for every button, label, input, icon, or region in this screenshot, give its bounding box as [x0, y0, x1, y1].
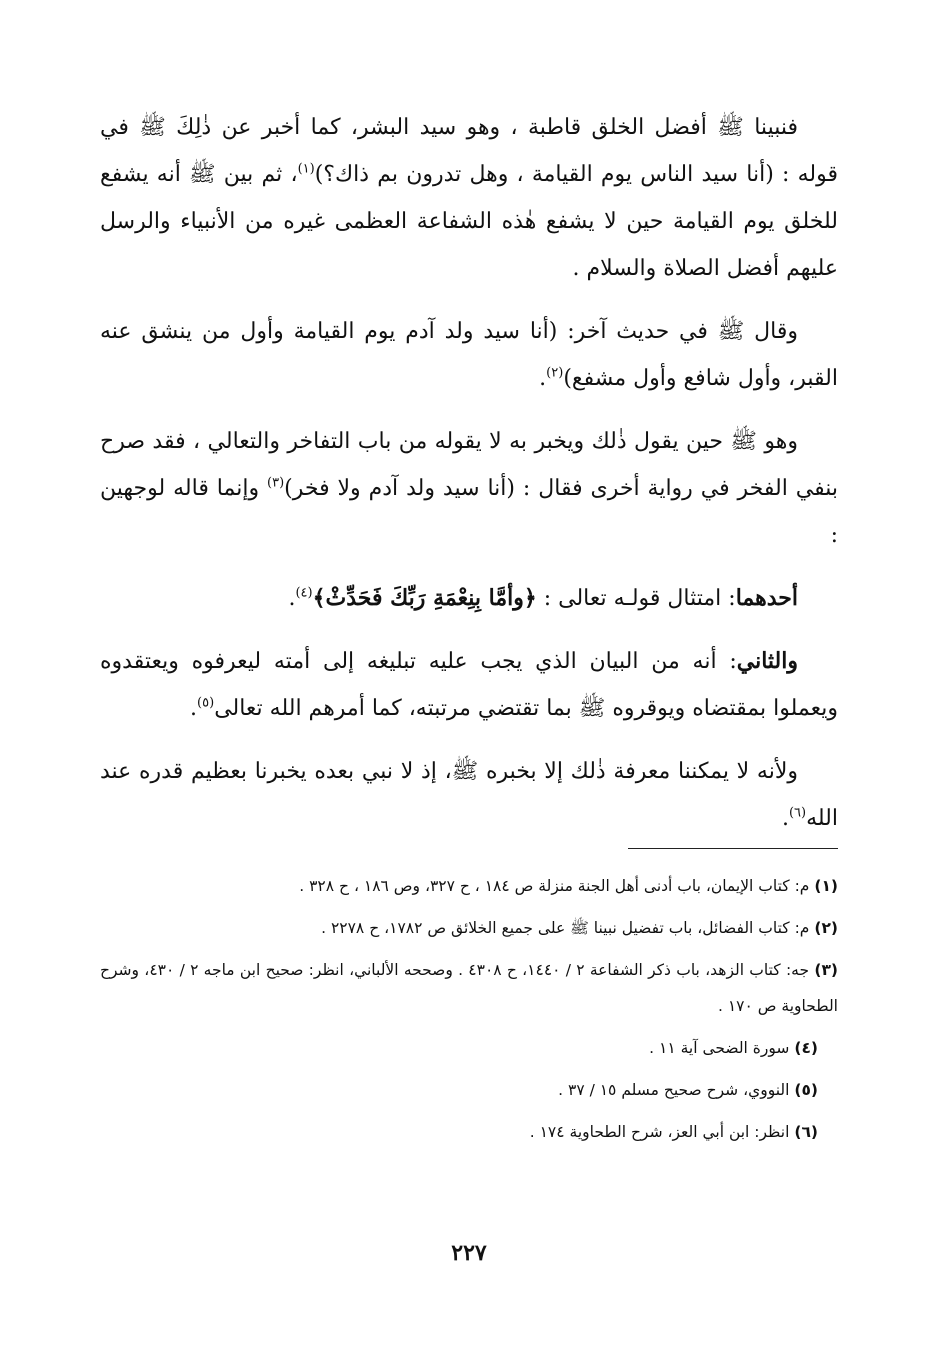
footnote-ref-3[interactable]: (٣) [267, 475, 285, 491]
point-two-label: والثاني [736, 648, 798, 674]
footnote-3: (٣) جه: كتاب الزهد، باب ذكر الشفاعة ٢ / ١٤٤٠، ح ٤٣٠٨ . وصححه الألباني، انظر: صحيح ابن ماجه ٢ / ٤٣٠، وشرح الطحاوية ص ١٧٠ . [100, 961, 838, 1015]
footnote-ref-6[interactable]: (٦) [788, 805, 807, 821]
paragraph-1: فنبينا ﷺ أفضل الخلق قاطبة ، وهو سيد البشر، كما أخبر عن ذٰلِكَ ﷺ في قوله : (أنا سيد الناس يوم القيامة ، وهل تدرون بم ذاك؟)$^{(١)}$، ثم بين ﷺ أنه يشفع للخلق يوم القيامة حين لا يشفع هٰذه الشفاعة العظمى غيره من الأنبياء والرسل عليهم أفضل الصلاة والسلام . [100, 115, 838, 281]
quran-verse: ﴿وأمَّا بِنِعْمَةِ رَبِّكَ فَحَدِّثْ﴾ [312, 585, 537, 611]
footnote-1: (١) م: كتاب الإيمان، باب أدنى أهل الجنة منزلة ص ١٨٤ ، ح ٣٢٧، وص ١٨٦ ، ح ٣٢٨ . [299, 877, 838, 895]
footnotes [100, 868, 838, 1156]
footnote-2: (٢) م: كتاب الفضائل، باب تفضيل نبينا ﷺ على جميع الخلائق ص ١٧٨٢، ح ٢٢٧٨ . [321, 919, 838, 937]
footnote-ref-1[interactable]: (١) [297, 161, 315, 177]
paragraph-6: ولأنه لا يمكننا معرفة ذٰلك إلا بخبره ﷺ، إذ لا نبي بعده يخبرنا بعظيم قدره عند الله$^{(٦)}$. [100, 759, 838, 831]
footnote-5: (٥) النووي، شرح صحيح مسلم ١٥ / ٣٧ . [558, 1081, 818, 1099]
footnote-divider [628, 848, 838, 849]
main-text [100, 104, 838, 858]
footnote-ref-2[interactable]: (٢) [546, 365, 564, 381]
point-one-label: أحدهما [735, 585, 798, 611]
footnote-ref-4[interactable]: (٤) [295, 585, 313, 601]
page-number: ٢٢٧ [451, 1240, 487, 1266]
paragraph-5: والثاني: أنه من البيان الذي يجب عليه تبليغه إلى أمته ليعرفوه ويعتقدوه ويعملوا بمقتضاه ويوقروه ﷺ بما تقتضي مرتبته، كما أمرهم الله تعالى$^{(٥)}$. [100, 648, 838, 721]
paragraph-4: أحدهما: امتثال قولـه تعالى : ﴿وأمَّا بِنِعْمَةِ رَبِّكَ فَحَدِّثْ﴾$^{(٤)}$. [288, 585, 798, 611]
paragraph-2: وقال ﷺ في حديث آخر: (أنا سيد ولد آدم يوم القيامة وأول من ينشق عنه القبر، وأول شافع وأول مشفع)$^{(٢)}$. [100, 319, 838, 391]
footnote-ref-5[interactable]: (٥) [197, 695, 215, 711]
footnote-4: (٤) سورة الضحى آية ١١ . [649, 1039, 818, 1057]
footnote-6: (٦) انظر: ابن أبي العز، شرح الطحاوية ١٧٤ . [529, 1123, 818, 1141]
paragraph-3: وهو ﷺ حين يقول ذٰلك ويخبر به لا يقوله من باب التفاخر والتعالي ، فقد صرح بنفي الفخر في رواية أخرى فقال : (أنا سيد ولد آدم ولا فخر)$^{(٣)}$ وإنما قاله لوجهين : [100, 429, 838, 548]
